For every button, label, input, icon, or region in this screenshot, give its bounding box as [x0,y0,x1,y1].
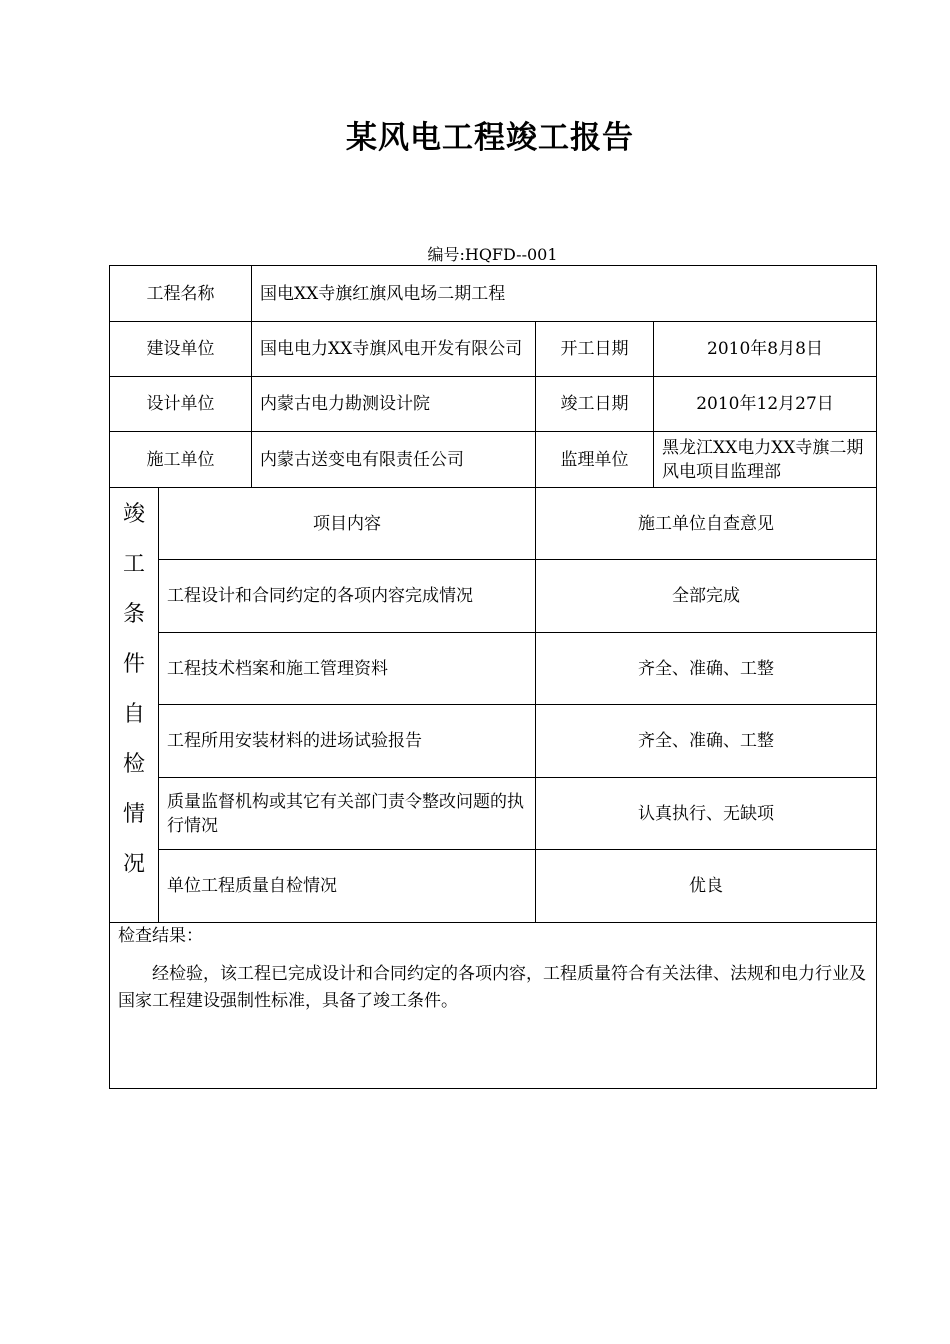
section-char: 自 [122,702,145,727]
completion-report-table [109,265,877,1089]
check-item: 工程技术档案和施工管理资料 [159,633,536,705]
section-char: 工 [122,552,145,577]
contractor-label: 施工单位 [110,432,252,488]
check-opinion: 认真执行、无缺项 [536,778,877,850]
section-char: 况 [122,852,145,877]
completion-date-label: 竣工日期 [536,377,654,432]
supervisor-label: 监理单位 [536,432,654,488]
section-label-vertical [110,488,159,923]
owner-label: 建设单位 [110,322,252,377]
document-title: 某风电工程竣工报告 [346,120,634,156]
project-name-label: 工程名称 [110,266,252,322]
check-item: 质量监督机构或其它有关部门责令整改问题的执行情况 [159,778,536,850]
start-date-value: 2010年8月8日 [654,322,877,377]
check-opinion: 齐全、准确、工整 [536,633,877,705]
check-opinion: 优良 [536,850,877,923]
section-char: 情 [122,802,145,827]
column-header-opinion: 施工单位自查意见 [536,488,877,560]
contractor-value: 内蒙古送变电有限责任公司 [252,432,536,488]
supervisor-value: 黑龙江XX电力XX寺旗二期风电项目监理部 [654,432,877,488]
inspection-result-text: 经检验，该工程已完成设计和合同约定的各项内容，工程质量符合有关法律、法规和电力行业及国家工程建设强制性标准，具备了竣工条件。 [118,964,866,1011]
start-date-label: 开工日期 [536,322,654,377]
section-char: 件 [122,652,145,677]
column-header-item: 项目内容 [159,488,536,560]
document-number: 编号:HQFD--001 [427,245,558,264]
project-name-value: 国电XX寺旗红旗风电场二期工程 [252,266,877,322]
section-char: 条 [122,602,145,627]
check-opinion: 齐全、准确、工整 [536,705,877,778]
inspection-result-label: 检查结果： [118,926,203,946]
designer-label: 设计单位 [110,377,252,432]
check-item: 工程设计和合同约定的各项内容完成情况 [159,560,536,633]
section-char: 检 [122,752,145,777]
check-opinion: 全部完成 [536,560,877,633]
owner-value: 国电电力XX寺旗风电开发有限公司 [252,322,536,377]
inspection-result-cell [110,923,877,1089]
designer-value: 内蒙古电力勘测设计院 [252,377,536,432]
check-item: 单位工程质量自检情况 [159,850,536,923]
check-item: 工程所用安装材料的进场试验报告 [159,705,536,778]
completion-date-value: 2010年12月27日 [654,377,877,432]
section-char: 竣 [122,502,145,527]
